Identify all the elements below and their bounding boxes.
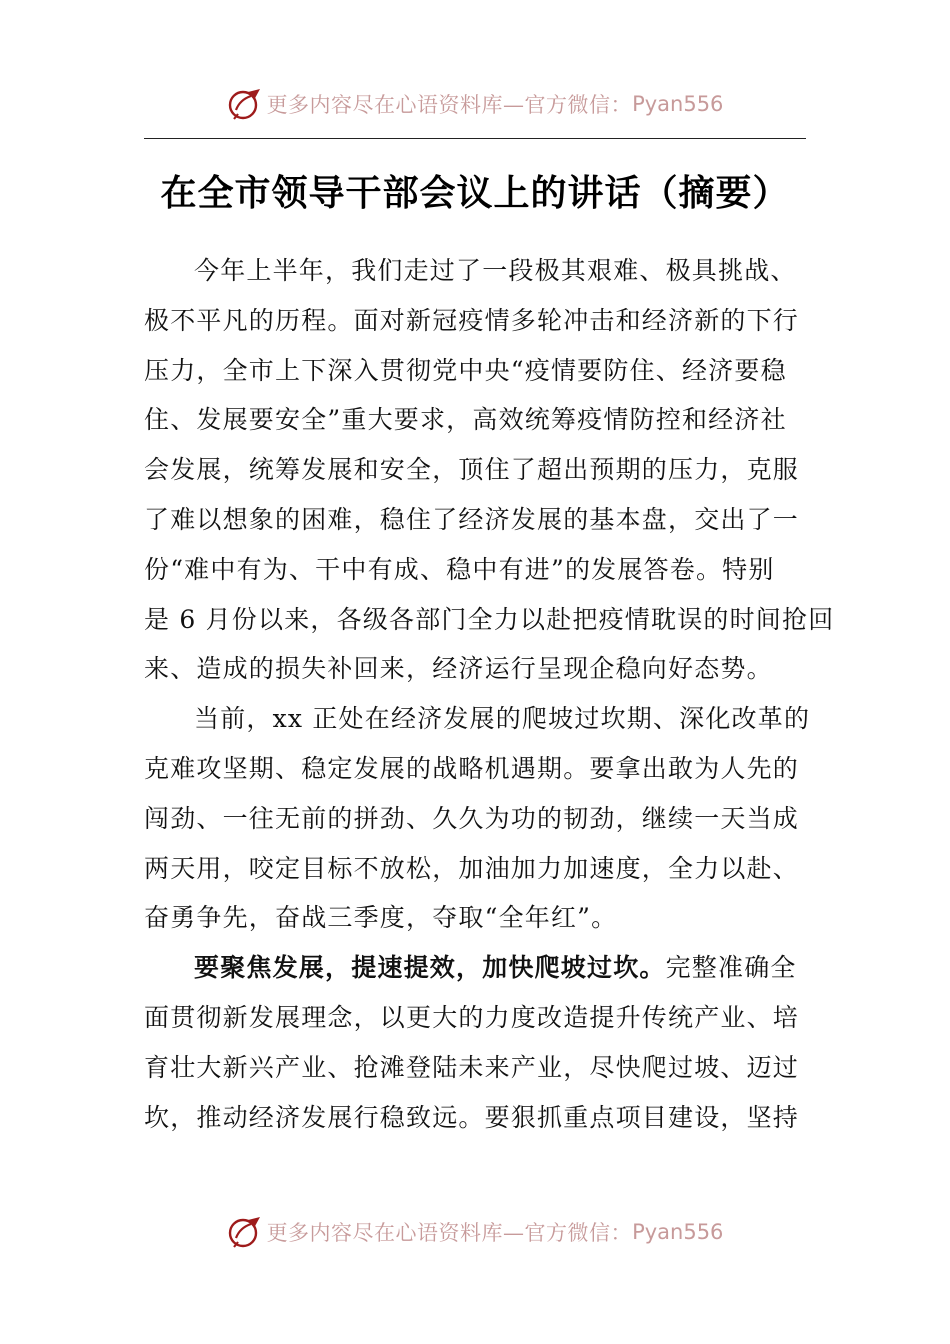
watermark-account: Pyan556	[632, 1220, 724, 1244]
bold-heading-phrase: 要聚焦发展，提速提效，加快爬坡过坎。	[194, 953, 666, 983]
text-line	[144, 943, 806, 993]
footer-watermark	[0, 1212, 950, 1252]
text-line	[144, 993, 806, 1043]
line-text: 闯劲、一往无前的拼劲、久久为功的韧劲，继续一天当成	[144, 803, 800, 833]
line-text: 住、发展要安全”重大要求，高效统筹疫情防控和经济社	[144, 405, 787, 435]
header-watermark	[0, 84, 950, 124]
line-text: 克难攻坚期、稳定发展的战略机遇期。要拿出敢为人先的	[144, 753, 800, 783]
pen-logo-icon	[227, 1214, 263, 1250]
text-line	[144, 545, 806, 595]
line-text: 来、造成的损失补回来，经济运行呈现企稳向好态势。	[144, 654, 773, 684]
line-text: 面贯彻新发展理念，以更大的力度改造提升传统产业、培	[144, 1002, 800, 1032]
text-line	[144, 744, 806, 794]
line-text: 坎，推动经济发展行稳致远。要狠抓重点项目建设，坚持	[144, 1102, 800, 1132]
watermark-text: 更多内容尽在心语资料库—官方微信：	[266, 1221, 633, 1245]
watermark-group	[227, 1214, 724, 1250]
text-line	[144, 296, 806, 346]
line-text: 当前，xx 正处在经济发展的爬坡过坎期、深化改革的	[194, 704, 811, 734]
text-line	[144, 694, 811, 744]
text-line	[144, 346, 806, 396]
text-line	[144, 395, 806, 445]
text-line	[144, 495, 806, 545]
line-text: 今年上半年，我们走过了一段极其艰难、极具挑战、	[194, 256, 797, 285]
text-line	[144, 794, 806, 844]
line-text: 育壮大新兴产业、抢滩登陆未来产业，尽快爬过坡、迈过	[144, 1052, 800, 1082]
watermark-group	[227, 86, 724, 122]
line-text: 完整准确全	[665, 953, 797, 983]
line-text: 两天用，咬定目标不放松，加油加力加速度，全力以赴、	[144, 853, 800, 883]
line-text: 份“难中有为、干中有成、稳中有进”的发展答卷。特别	[144, 554, 775, 584]
watermark-account: Pyan556	[632, 92, 724, 116]
line-text: 是 6 月份以来，各级各部门全力以赴把疫情耽误的时间抢回	[144, 604, 835, 634]
line-text: 了难以想象的困难，稳住了经济发展的基本盘，交出了一	[144, 504, 800, 534]
line-text: 压力，全市上下深入贯彻党中央“疫情要防住、经济要稳	[144, 355, 787, 385]
document-body	[144, 246, 835, 1142]
line-text: 会发展，统筹发展和安全，顶住了超出预期的压力，克服	[144, 455, 800, 485]
line-text: 极不平凡的历程。面对新冠疫情多轮冲击和经济新的下行	[144, 305, 800, 335]
line-text: 奋勇争先，奋战三季度，夺取“全年红”。	[144, 903, 618, 933]
text-line	[144, 1043, 806, 1093]
pen-logo-icon	[227, 86, 263, 122]
text-line	[144, 844, 806, 894]
text-line	[144, 893, 806, 943]
text-line	[144, 246, 806, 296]
text-line	[144, 445, 806, 495]
header-divider	[144, 138, 806, 139]
text-line	[144, 1093, 806, 1143]
text-line	[144, 644, 806, 694]
text-line	[144, 595, 835, 645]
document-title: 在全市领导干部会议上的讲话（摘要）	[160, 172, 790, 214]
watermark-text: 更多内容尽在心语资料库—官方微信：	[266, 93, 633, 117]
